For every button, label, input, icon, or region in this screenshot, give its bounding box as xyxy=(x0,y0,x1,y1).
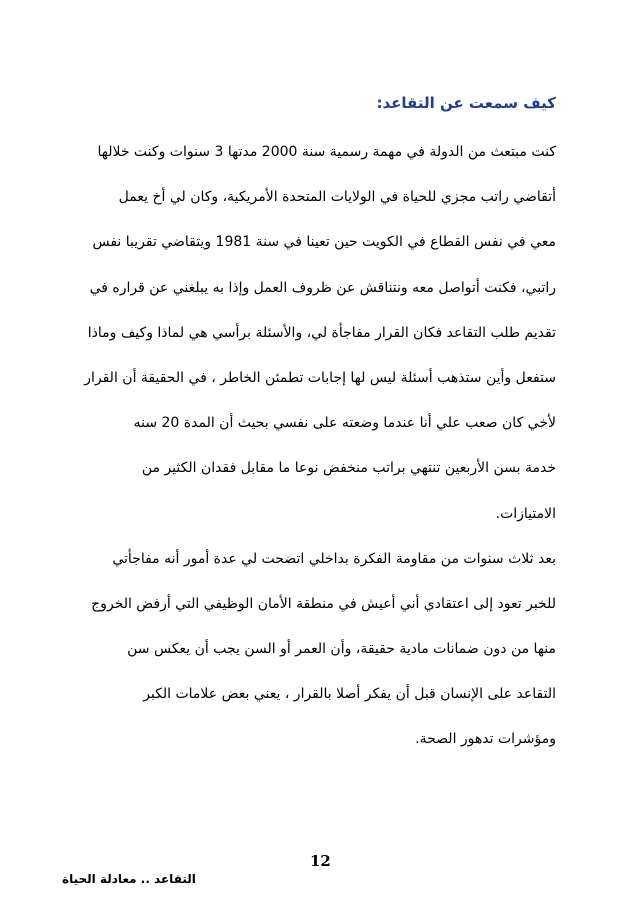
body-line: للخبر تعود إلى اعتقادي أني أعيش في منطقة الأمان الوظيفي التي أرفض الخروج xyxy=(91,595,556,612)
body-line: خدمة بسن الأربعين تنتهي براتب منخفض نوعا ما مقابل فقدان الكثير من xyxy=(141,460,556,477)
body-line: التقاعد على الإنسان قبل أن يفكر أصلا بالقرار ، يعني بعض علامات الكبر xyxy=(143,686,556,703)
page-number: 12 xyxy=(310,852,331,870)
section-heading: كيف سمعت عن التقاعد: xyxy=(376,94,556,112)
body-text xyxy=(56,130,556,763)
body-line: تقديم طلب التقاعد فكان القرار مفاجأة لي، والأسئلة برأسي هي لماذا وكيف وماذا xyxy=(87,324,556,341)
body-line: بعد ثلاث سنوات من مقاومة الفكرة بداخلي اتضحت لي عدة أمور أنه مفاجأتي xyxy=(112,550,556,567)
body-line: راتبي، فكنت أتواصل معه ونتناقش عن ظروف العمل وإذا به يبلغني عن قراره في xyxy=(89,279,556,296)
body-line: ومؤشرات تدهور الصحة. xyxy=(415,731,556,748)
body-line: لأخي كان صعب علي أنا عندما وضعته على نفسي بحيث أن المدة 20 سنه xyxy=(133,415,556,432)
body-line: ستفعل وأين ستذهب أسئلة ليس لها إجابات تطمئن الخاطر ، في الحقيقة أن القرار xyxy=(84,369,556,386)
running-footer-title: التقاعد .. معادلة الحياة xyxy=(62,872,196,886)
body-line: كنت مبتعث من الدولة في مهمة رسمية سنة 2000 مدتها 3 سنوات وكنت خلالها xyxy=(97,144,556,160)
body-line: معي في نفس القطاع في الكويت حين تعينا في سنة 1981 ويتقاضي تقريبا نفس xyxy=(92,234,556,251)
body-line: الامتيازات. xyxy=(495,505,556,522)
body-line: أتقاضي راتب مجزي للحياة في الولايات المتحدة الأمريكية، وكان لي أخ يعمل xyxy=(118,189,556,206)
body-line: منها من دون ضمانات مادية حقيقة، وأن العمر أو السن يجب أن يعكس سن xyxy=(127,641,556,658)
